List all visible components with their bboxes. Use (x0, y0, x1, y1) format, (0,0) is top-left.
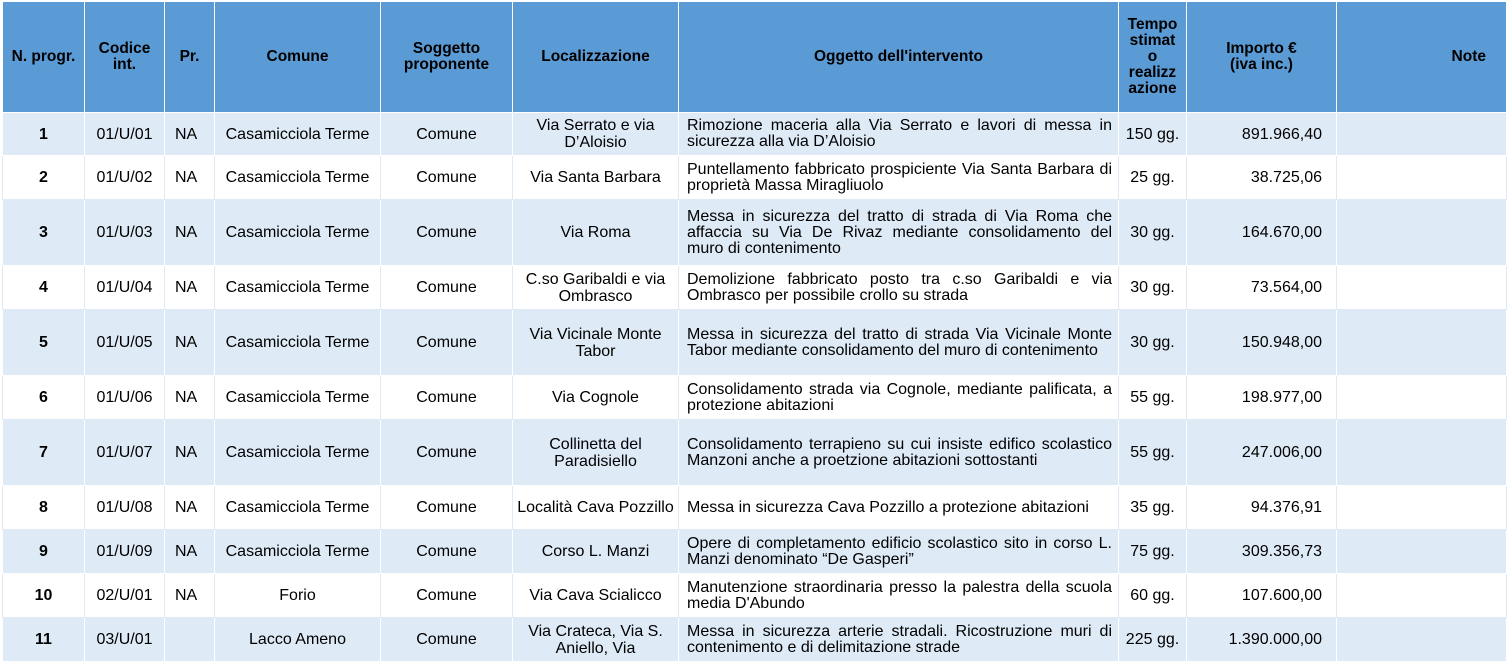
cell-note (1337, 420, 1507, 486)
table-row (3, 486, 1507, 530)
cell-tempo: 25 gg. (1119, 156, 1187, 200)
interventions-table (2, 2, 1507, 662)
cell-tempo: 55 gg. (1119, 376, 1187, 420)
header-importo: Importo € (iva inc.) (1187, 2, 1337, 113)
header-codice: Codice int. (85, 2, 165, 113)
cell-importo: 891.966,40 (1187, 113, 1337, 156)
cell-n: 4 (3, 266, 85, 310)
cell-codice: 03/U/01 (85, 618, 165, 662)
cell-tempo: 60 gg. (1119, 574, 1187, 618)
cell-note (1337, 200, 1507, 266)
cell-localizzazione: Via Cognole (513, 376, 679, 420)
cell-oggetto: Rimozione maceria alla Via Serrato e lavori di messa in sicurezza alla via D’Aloisio (679, 113, 1119, 156)
cell-importo: 38.725,06 (1187, 156, 1337, 200)
table-row (3, 574, 1507, 618)
cell-n: 1 (3, 113, 85, 156)
cell-note (1337, 486, 1507, 530)
cell-oggetto: Messa in sicurezza Cava Pozzillo a protezione abitazioni (679, 486, 1119, 530)
cell-codice: 01/U/09 (85, 530, 165, 574)
cell-n: 6 (3, 376, 85, 420)
cell-localizzazione: Via Vicinale Monte Tabor (513, 310, 679, 376)
cell-oggetto: Opere di completamento edificio scolastico sito in corso L. Manzi denominato “De Gasperi” (679, 530, 1119, 574)
cell-comune: Casamicciola Terme (215, 376, 381, 420)
cell-codice: 01/U/01 (85, 113, 165, 156)
cell-soggetto: Comune (381, 310, 513, 376)
cell-localizzazione: Via Cava Scialicco (513, 574, 679, 618)
cell-importo: 107.600,00 (1187, 574, 1337, 618)
cell-tempo: 30 gg. (1119, 200, 1187, 266)
header-pr: Pr. (165, 2, 215, 113)
cell-localizzazione: Località Cava Pozzillo (513, 486, 679, 530)
cell-note (1337, 156, 1507, 200)
cell-codice: 01/U/03 (85, 200, 165, 266)
cell-pr: NA (165, 574, 215, 618)
header-tempo: Tempo stimat o realizz azione (1119, 2, 1187, 113)
cell-n: 8 (3, 486, 85, 530)
cell-soggetto: Comune (381, 156, 513, 200)
cell-note (1337, 113, 1507, 156)
cell-importo: 73.564,00 (1187, 266, 1337, 310)
cell-n: 10 (3, 574, 85, 618)
cell-note (1337, 574, 1507, 618)
cell-pr: NA (165, 266, 215, 310)
cell-comune: Forio (215, 574, 381, 618)
cell-importo: 164.670,00 (1187, 200, 1337, 266)
cell-tempo: 30 gg. (1119, 266, 1187, 310)
header-oggetto: Oggetto dell'intervento (679, 2, 1119, 113)
cell-pr: NA (165, 310, 215, 376)
cell-codice: 01/U/06 (85, 376, 165, 420)
table-row (3, 156, 1507, 200)
cell-comune: Casamicciola Terme (215, 310, 381, 376)
cell-n: 3 (3, 200, 85, 266)
header-localizzazione: Localizzazione (513, 2, 679, 113)
cell-pr: NA (165, 200, 215, 266)
cell-localizzazione: Via Santa Barbara (513, 156, 679, 200)
cell-oggetto: Consolidamento strada via Cognole, mediante palificata, a protezione abitazioni (679, 376, 1119, 420)
cell-n: 5 (3, 310, 85, 376)
cell-pr: NA (165, 420, 215, 486)
header-n-progr: N. progr. (3, 2, 85, 113)
cell-comune: Casamicciola Terme (215, 200, 381, 266)
cell-soggetto: Comune (381, 486, 513, 530)
cell-importo: 94.376,91 (1187, 486, 1337, 530)
cell-oggetto: Demolizione fabbricato posto tra c.so Garibaldi e via Ombrasco per possibile crollo su strada (679, 266, 1119, 310)
cell-note (1337, 530, 1507, 574)
cell-importo: 150.948,00 (1187, 310, 1337, 376)
cell-comune: Casamicciola Terme (215, 420, 381, 486)
cell-soggetto: Comune (381, 618, 513, 662)
table-row (3, 200, 1507, 266)
header-soggetto: Soggetto proponente (381, 2, 513, 113)
cell-importo: 1.390.000,00 (1187, 618, 1337, 662)
cell-localizzazione: Via Serrato e via D’Aloisio (513, 113, 679, 156)
cell-pr: NA (165, 486, 215, 530)
cell-note (1337, 376, 1507, 420)
cell-soggetto: Comune (381, 530, 513, 574)
cell-tempo: 225 gg. (1119, 618, 1187, 662)
table-row (3, 113, 1507, 156)
cell-comune: Lacco Ameno (215, 618, 381, 662)
cell-importo: 247.006,00 (1187, 420, 1337, 486)
cell-soggetto: Comune (381, 113, 513, 156)
cell-oggetto: Messa in sicurezza del tratto di strada Via Vicinale Monte Tabor mediante consolidamento del muro di contenimento (679, 310, 1119, 376)
cell-soggetto: Comune (381, 376, 513, 420)
cell-note (1337, 310, 1507, 376)
header-row (3, 2, 1507, 113)
cell-n: 11 (3, 618, 85, 662)
cell-n: 7 (3, 420, 85, 486)
cell-tempo: 150 gg. (1119, 113, 1187, 156)
cell-comune: Casamicciola Terme (215, 486, 381, 530)
cell-codice: 01/U/08 (85, 486, 165, 530)
cell-tempo: 55 gg. (1119, 420, 1187, 486)
cell-oggetto: Consolidamento terrapieno su cui insiste edifico scolastico Manzoni anche a proetzione abitazioni sottostanti (679, 420, 1119, 486)
cell-localizzazione: Collinetta del Paradisiello (513, 420, 679, 486)
cell-soggetto: Comune (381, 266, 513, 310)
table-row (3, 266, 1507, 310)
cell-n: 2 (3, 156, 85, 200)
cell-oggetto: Puntellamento fabbricato prospiciente Via Santa Barbara di proprietà Massa Miragliuolo (679, 156, 1119, 200)
cell-note (1337, 618, 1507, 662)
cell-codice: 01/U/07 (85, 420, 165, 486)
cell-oggetto: Messa in sicurezza arterie stradali. Ricostruzione muri di contenimento e di delimitazione strade (679, 618, 1119, 662)
table-row (3, 618, 1507, 662)
cell-n: 9 (3, 530, 85, 574)
cell-codice: 01/U/05 (85, 310, 165, 376)
table-row (3, 310, 1507, 376)
cell-codice: 01/U/02 (85, 156, 165, 200)
cell-soggetto: Comune (381, 574, 513, 618)
cell-soggetto: Comune (381, 420, 513, 486)
header-note: Note (1337, 2, 1507, 113)
cell-codice: 02/U/01 (85, 574, 165, 618)
cell-comune: Casamicciola Terme (215, 113, 381, 156)
cell-oggetto: Manutenzione straordinaria presso la palestra della scuola media D'Abundo (679, 574, 1119, 618)
cell-tempo: 35 gg. (1119, 486, 1187, 530)
cell-codice: 01/U/04 (85, 266, 165, 310)
cell-pr: NA (165, 156, 215, 200)
cell-localizzazione: C.so Garibaldi e via Ombrasco (513, 266, 679, 310)
cell-localizzazione: Corso L. Manzi (513, 530, 679, 574)
cell-comune: Casamicciola Terme (215, 156, 381, 200)
cell-importo: 309.356,73 (1187, 530, 1337, 574)
cell-pr: NA (165, 376, 215, 420)
cell-pr (165, 618, 215, 662)
cell-note (1337, 266, 1507, 310)
cell-comune: Casamicciola Terme (215, 530, 381, 574)
cell-localizzazione: Via Roma (513, 200, 679, 266)
cell-comune: Casamicciola Terme (215, 266, 381, 310)
cell-tempo: 75 gg. (1119, 530, 1187, 574)
cell-importo: 198.977,00 (1187, 376, 1337, 420)
table-row (3, 420, 1507, 486)
cell-pr: NA (165, 530, 215, 574)
header-comune: Comune (215, 2, 381, 113)
cell-tempo: 30 gg. (1119, 310, 1187, 376)
table-row (3, 530, 1507, 574)
cell-oggetto: Messa in sicurezza del tratto di strada di Via Roma che affaccia su Via De Rivaz mediante consolidamento del muro di contenimento (679, 200, 1119, 266)
cell-pr: NA (165, 113, 215, 156)
cell-soggetto: Comune (381, 200, 513, 266)
table-row (3, 376, 1507, 420)
cell-localizzazione: Via Crateca, Via S. Aniello, Via (513, 618, 679, 662)
